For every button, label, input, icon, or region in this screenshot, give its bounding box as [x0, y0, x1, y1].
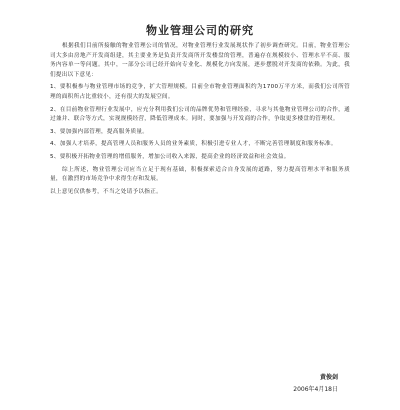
summary-paragraph: 综上所述，物业管理公司应当立足于现有基础，积极探索适合自身发展的道路，努力提高管理水平和服务质量，在激烈的市场竞争中求得生存和发展。 [50, 166, 350, 183]
item-text: 要加强内部管理，提高服务质量。 [59, 128, 149, 135]
item-text: 要积极开拓物业管理的增值服务，增加公司收入来源，提高企业的经济效益和社会效益。 [59, 153, 290, 160]
item-number: 3、 [50, 128, 60, 135]
item-number: 2、 [50, 106, 60, 113]
list-item [50, 140, 350, 150]
list-item [50, 83, 350, 102]
item-number: 5、 [50, 153, 60, 160]
list-item [50, 153, 350, 163]
closing-paragraph: 以上意见仅供参考，不当之处请予以指正。 [50, 188, 162, 195]
list-item [50, 128, 350, 138]
document-date: 2006年4月18日 [293, 386, 338, 393]
item-text: 加强人才培养，提高管理人员和服务人员的业务素质，积极引进专业人才，不断完善管理制度和服务标准。 [59, 141, 337, 148]
item-text: 要积极参与物业管理市场的竞争，扩大管理规模。目前全市物业管理面积约为1700万平方米，而我们公司所管理的面积所占比重较小，还有很大的发展空间。 [50, 84, 350, 100]
item-number: 1、 [50, 84, 60, 91]
item-number: 4、 [50, 141, 60, 148]
document-title: 物业管理公司的研究 [146, 24, 254, 37]
list-item [50, 106, 350, 125]
signature: 黄俊剑 [319, 374, 338, 381]
document-body [50, 42, 350, 200]
intro-paragraph: 根据我们目前所接触的物业管理公司的情况，对物业管理行业发展现状作了初步调查研究。目前，物业管理公司大多由房地产开发商组建，其主要业务是负责开发商所开发楼盘的管理，普遍存在规模较小、管理水平不高、服务内容单一等问题。其中，一部分公司已经开始向专业化、规模化方向发展，逐步摆脱对开发商的依赖。为此，我们提出以下意见： [50, 43, 350, 78]
item-text: 在目前物业管理行业发展中，应充分利用我们公司的品牌优势和管理经验，寻求与其他物业管理公司的合作，通过兼并、联合等方式，实现规模经营，降低管理成本。同时，要加强与开发商的合作，争取更多楼盘的管理权。 [50, 106, 350, 123]
